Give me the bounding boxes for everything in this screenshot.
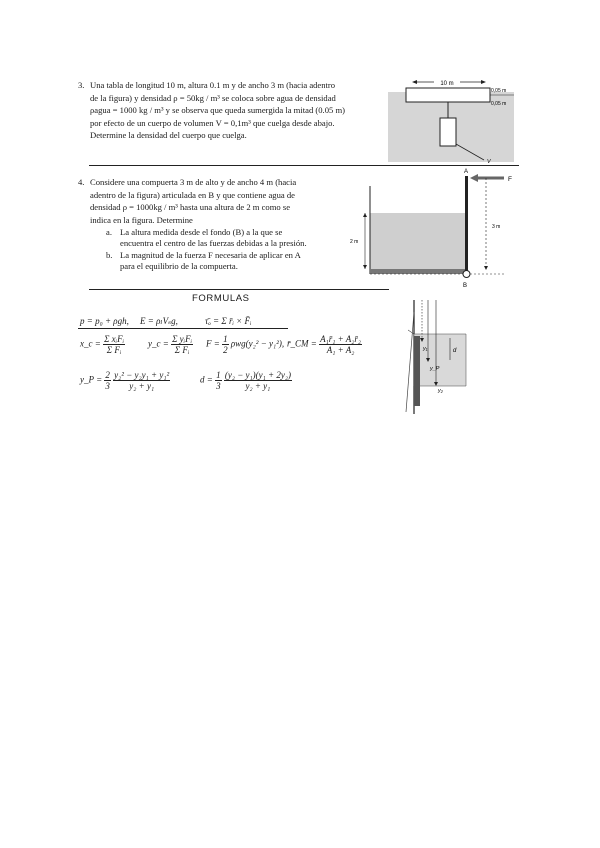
label-b: B [463,283,468,288]
problem-3-line: por efecto de un cuerpo de volumen V = 0,1m³ que cuelga desde abajo. [90,117,335,128]
problem-3-line: Determine la densidad del cuerpo que cuelga. [90,130,247,141]
eq-torque: τ̄ₒ = Σ r̄ᵢ × F̄ᵢ [205,316,252,326]
problem-3-line: ρagua = 1000 kg / m³ y se observa que queda sumergida la mitad (0.05 m) [90,105,345,116]
problem-3-text [78,79,380,142]
water-region [370,213,466,269]
label-a: A [464,169,469,175]
divider-rule [89,289,389,290]
hinge-icon [463,271,470,278]
bottom-label: 0,05 m [491,101,507,107]
formulas-figure [404,296,480,416]
gate [465,176,468,273]
formula-rule [78,328,288,329]
arrow-left-icon [470,174,478,182]
problem-4-line: Considere una compuerta 3 m de alto y de ancho 4 m (hacia [90,177,297,187]
eq-rcm: r̄_CM = $\frac{\text{A₁r̄₁ + A₂r̄₂}}{\text{A₁ + A₂}}$ [287,334,362,355]
eq-xc: x_c = $\frac{\text{Σ xᵢFᵢ}}{\text{Σ Fᵢ}}$ [80,334,125,355]
hanging-body [440,118,456,146]
problem-3-figure [388,76,518,164]
top-label: 0,05 m [491,88,507,94]
container-floor [370,269,466,274]
gate [414,336,420,406]
problem-4-item-a: a. La altura medida desde el fondo (B) a la que se encuentra el centro de las fuerzas debidas a la presión. [106,227,307,249]
problem-4-number: 4. [78,177,85,187]
formulas-heading: FORMULAS [192,293,250,304]
label-y1: y₁ [423,346,428,352]
problem-4-text [78,176,344,226]
label-y2: y₂ [438,388,443,394]
arrow-right-icon [481,80,486,84]
gate-height-label: 3 m [492,224,501,230]
label-f: F [508,176,512,183]
eq-buoyancy: E = ρₗVₛg, [140,316,178,326]
problem-4-item-b: b. La magnitud de la fuerza F necesaria de aplicar en A para el equilibrio de la compuerta. [106,250,301,272]
problem-4-line: indica en la figura. Determine [90,214,193,225]
problem-3-number: 3. [78,80,85,90]
label-yp: y_P [430,366,440,372]
item-b-marker: b. [106,250,113,260]
eq-pressure: p = p₀ + ρgh, [80,316,129,326]
label-d: d [453,348,457,354]
eq-force: F = $\frac{1}{2}$ ρwg(y₂² − y₁²), [206,334,285,355]
length-label: 10 m [440,81,454,87]
eq-d: d = $\frac{1}{3}$ $\frac{\text{(y₂ − y₁)(y₁ + 2y₂)}}{\text{y₂ + y₁}}$ [200,370,291,391]
item-a-marker: a. [106,227,112,237]
arrow-left-icon [412,80,417,84]
problem-4-line: densidad ρ = 1000kg / m³ hasta una altura de 2 m como se [90,202,291,213]
problem-4-figure [346,166,522,288]
board [406,88,490,102]
problem-3-line: de la figura) y densidad ρ = 50kg / m³ se coloca sobre agua de densidad [90,92,336,103]
eq-yp: y_P = $\frac{2}{3}$ $\frac{\text{y₂² − y₂y₁ + y₁²}}{\text{y₂ + y₁}}$ [80,370,170,391]
water-height-label: 2 m [350,239,359,245]
v-label: V [487,159,491,164]
problem-4-line: adentro de la figura) articulada en B y que contiene agua de [90,189,295,200]
eq-yc: y_c = $\frac{\text{Σ yᵢFᵢ}}{\text{Σ Fᵢ}}$ [148,334,193,355]
problem-3-line: Una tabla de longitud 10 m, altura 0.1 m y de ancho 3 m (hacia adentro [90,80,336,90]
